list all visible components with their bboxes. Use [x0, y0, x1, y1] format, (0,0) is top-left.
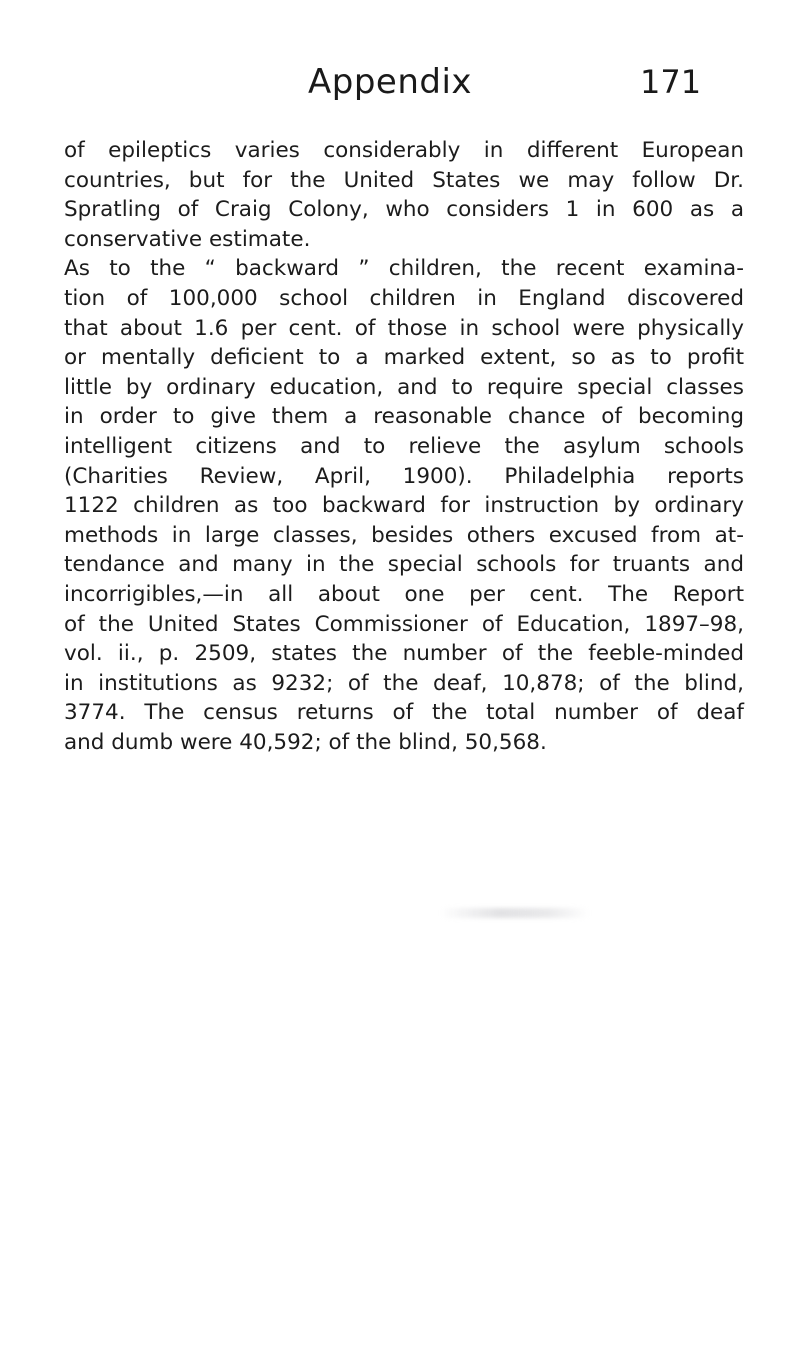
text-line: Spratling of Craig Colony, who considers 1 in 600 as a: [64, 197, 744, 223]
running-head-title: Appendix: [308, 62, 473, 102]
text-line: countries, but for the United States we may follow Dr.: [64, 167, 744, 193]
text-line: 1122 children as too backward for instruction by ordinary: [64, 493, 744, 519]
body-text: [64, 136, 744, 757]
text-line: 3774. The census returns of the total number of deaf: [64, 700, 744, 726]
text-line: of epileptics varies considerably in different European: [64, 138, 744, 163]
text-line: in order to give them a reasonable chance of becoming: [64, 404, 744, 430]
text-line: or mentally deficient to a marked extent, so as to profit: [64, 345, 744, 371]
text-line: of the United States Commissioner of Education, 1897–98,: [64, 611, 744, 637]
page-header: [0, 60, 800, 110]
text-line: tion of 100,000 school children in England discovered: [64, 285, 744, 311]
text-line: As to the “ backward ” children, the recent examina-: [64, 256, 744, 282]
text-line: vol. ii., p. 2509, states the number of the feeble-minded: [64, 641, 744, 667]
text-line: tendance and many in the special schools for truants and: [64, 552, 744, 578]
text-line: in institutions as 9232; of the deaf, 10,878; of the blind,: [64, 670, 744, 696]
page-number: 171: [640, 63, 702, 101]
text-line: methods in large classes, besides others excused from at-: [64, 522, 744, 548]
paper-smudge: [440, 908, 590, 918]
text-line: and dumb were 40,592; of the blind, 50,568.: [64, 729, 547, 755]
text-line: incorrigibles,—in all about one per cent. The Report: [64, 581, 744, 607]
text-line: conservative estimate.: [64, 226, 311, 252]
text-line: that about 1.6 per cent. of those in school were physically: [64, 315, 744, 341]
text-line: (Charities Review, April, 1900). Philadelphia reports: [64, 463, 744, 489]
text-line: intelligent citizens and to relieve the asylum schools: [64, 433, 744, 459]
text-line: little by ordinary education, and to require special classes: [64, 374, 744, 400]
